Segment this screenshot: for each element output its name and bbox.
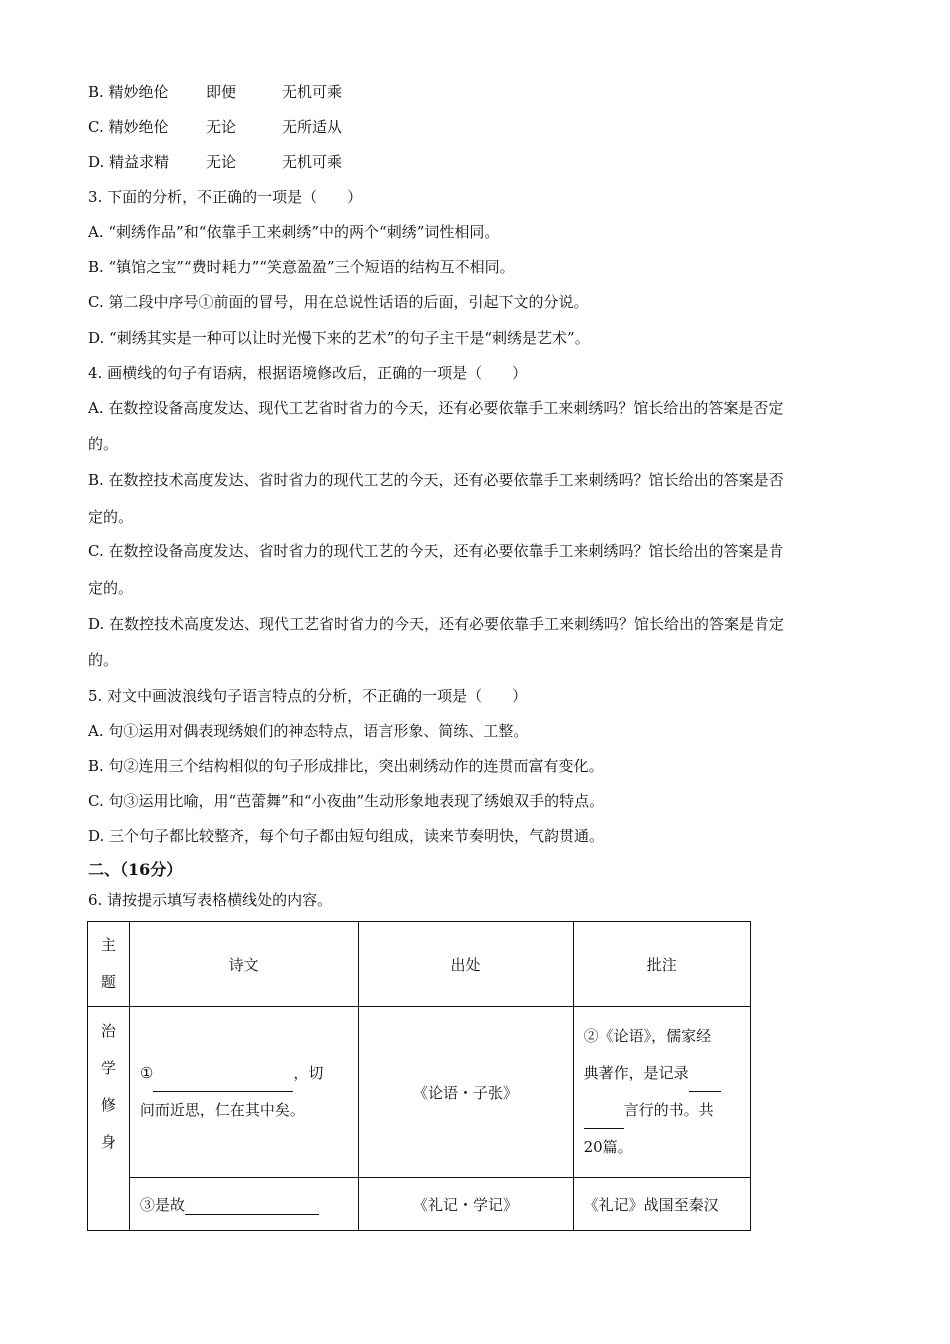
header-theme [88, 922, 130, 1007]
option-word-3: 无机可乘 [282, 83, 343, 101]
header-note: 批注 [573, 922, 750, 1007]
note-line: 典著作，是记录 [583, 1064, 689, 1082]
q2-option-b [88, 82, 342, 102]
note-line: 言行的书。共 [623, 1101, 714, 1119]
table-header-row [88, 922, 751, 1007]
blank-line-1[interactable] [153, 1091, 293, 1092]
blank-line-3[interactable] [185, 1214, 319, 1215]
q2-option-c [88, 117, 342, 137]
option-label: C. 精妙绝伦 [88, 118, 169, 136]
option-word-2: 无论 [206, 118, 237, 136]
poem-cell-1 [129, 1007, 358, 1178]
note-cell-2: 《礼记》战国至秦汉 [573, 1178, 750, 1231]
q5-option-c: C. 句③运用比喻，用“芭蕾舞”和“小夜曲”生动形象地表现了绣娘双手的特点。 [88, 792, 605, 810]
poem-number: ① [139, 1064, 154, 1082]
q5-option-b: B. 句②连用三个结构相似的句子形成排比，突出刺绣动作的连贯而富有变化。 [88, 757, 604, 775]
note-cell-1 [573, 1007, 750, 1178]
note-line: 20篇。 [583, 1138, 633, 1156]
source-cell-2: 《礼记・学记》 [358, 1178, 573, 1231]
q4-option-b-line2: 定的。 [88, 508, 134, 526]
blank-line-2a[interactable] [689, 1091, 721, 1092]
q5-stem: 5. 对文中画波浪线句子语言特点的分析，不正确的一项是（ ） [88, 687, 528, 705]
poem-cell-2 [129, 1178, 358, 1231]
q3-option-a: A. “刺绣作品”和“依靠手工来刺绣”中的两个“刺绣”词性相同。 [88, 223, 500, 241]
poem-line2: 问而近思，仁在其中矣。 [139, 1101, 305, 1119]
theme-char: 学 [100, 1059, 116, 1077]
poem-number: ③是故 [139, 1195, 185, 1214]
q5-option-d: D. 三个句子都比较整齐，每个句子都由短句组成，读来节奏明快，气韵贯通。 [88, 827, 605, 845]
table-row [88, 1007, 751, 1178]
q3-option-b: B. “镇馆之宝”“费时耗力”“笑意盈盈”三个短语的结构互不相同。 [88, 258, 515, 276]
option-label: B. 精妙绝伦 [88, 83, 169, 101]
q3-option-c: C. 第二段中序号①前面的冒号，用在总说性话语的后面，引起下文的分说。 [88, 293, 589, 311]
q3-option-d: D. “刺绣其实是一种可以让时光慢下来的艺术”的句子主干是“刺绣是艺术”。 [88, 329, 590, 347]
q4-option-d-line2: 的。 [88, 651, 119, 669]
q4-option-b-line1: B. 在数控技术高度发达、省时省力的现代工艺的今天，还有必要依靠手工来刺绣吗？馆长给出的答案是否 [88, 471, 784, 489]
q5-option-a: A. 句①运用对偶表现绣娘们的神态特点，语言形象、简练、工整。 [88, 722, 529, 740]
q4-option-a-line2: 的。 [88, 435, 119, 453]
table-row [88, 1178, 751, 1231]
section-heading: 二、（16分） [88, 860, 183, 879]
q6-stem: 6. 请按提示填写表格横线处的内容。 [88, 891, 333, 909]
poem-suffix: ，切 [293, 1064, 324, 1082]
option-word-2: 无论 [206, 153, 237, 171]
note-line: ②《论语》，儒家经 [583, 1027, 712, 1045]
q4-option-a-line1: A. 在数控设备高度发达、现代工艺省时省力的今天，还有必要依靠手工来刺绣吗？馆长给出的答案是否定 [88, 399, 784, 417]
q4-stem: 4. 画横线的句子有语病，根据语境修改后，正确的一项是（ ） [88, 364, 528, 382]
header-theme-char: 题 [100, 973, 116, 991]
header-theme-char: 主 [100, 936, 116, 954]
theme-char: 身 [100, 1133, 116, 1151]
source-cell-1: 《论语・子张》 [358, 1007, 573, 1178]
header-poem: 诗文 [129, 922, 358, 1007]
q4-option-c-line1: C. 在数控设备高度发达、省时省力的现代工艺的今天，还有必要依靠手工来刺绣吗？馆长给出的答案是肯 [88, 542, 784, 560]
option-word-3: 无所适从 [282, 118, 343, 136]
q3-stem: 3. 下面的分析，不正确的一项是（ ） [88, 188, 363, 206]
blank-line-2b[interactable] [584, 1128, 624, 1129]
header-source: 出处 [358, 922, 573, 1007]
q4-option-c-line2: 定的。 [88, 579, 134, 597]
theme-char: 修 [100, 1096, 116, 1114]
option-label: D. 精益求精 [88, 153, 170, 171]
fill-in-table [87, 921, 751, 1231]
q4-option-d-line1: D. 在数控技术高度发达、现代工艺省时省力的今天，还有必要依靠手工来刺绣吗？馆长给出的答案是肯定 [88, 615, 785, 633]
option-word-3: 无机可乘 [282, 153, 343, 171]
q2-option-d [88, 152, 342, 172]
theme-char: 治 [100, 1022, 116, 1040]
option-word-2: 即便 [206, 83, 237, 101]
theme-cell [88, 1007, 130, 1231]
